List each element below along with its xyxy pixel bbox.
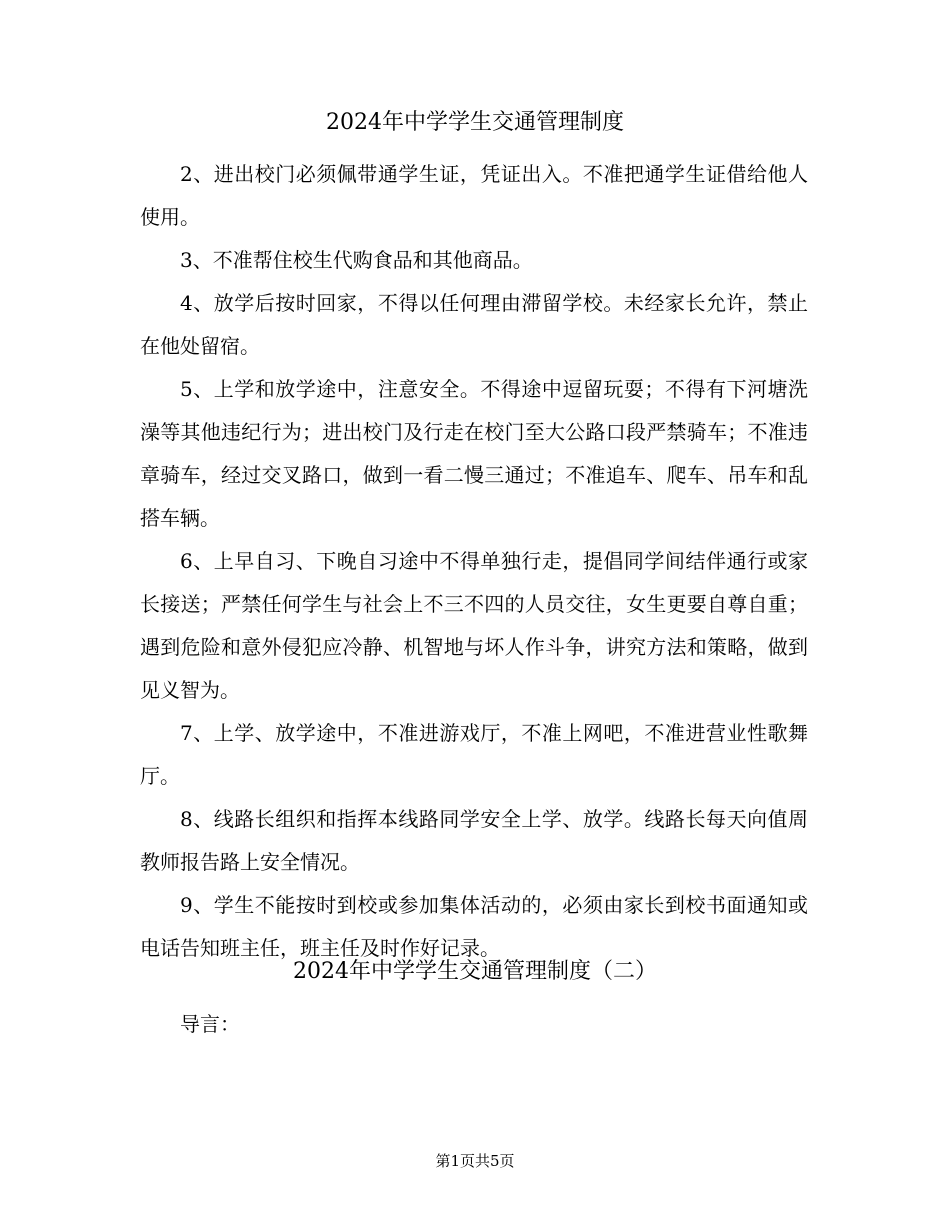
paragraph-item-6: 6、上早自习、下晚自习途中不得单独行走，提倡同学间结伴通行或家长接送；严禁任何学生与社会上不三不四的人员交往，女生更要自尊自重；遇到危险和意外侵犯应冷静、机智地与坏人作斗争，讲究方法和策略，做到见义智为。 [140, 549, 808, 702]
paragraph-item-9: 9、学生不能按时到校或参加集体活动的，必须由家长到校书面通知或电话告知班主任，班主任及时作好记录。 [140, 893, 808, 960]
section-title: 2024年中学学生交通管理制度（二） [293, 959, 657, 984]
page-indicator: 第1页共5页 [435, 1152, 515, 1170]
paragraph-item-7: 7、上学、放学途中，不准进游戏厅，不准上网吧，不准进营业性歌舞厅。 [140, 721, 808, 788]
paragraph-item-3: 3、不准帮住校生代购食品和其他商品。 [180, 248, 533, 272]
page-footer [0, 1150, 950, 1172]
intro-label: 导言： [180, 1012, 240, 1036]
paragraph-item-4: 4、放学后按时回家，不得以任何理由滞留学校。未经家长允许，禁止在他处留宿。 [140, 291, 808, 358]
paragraph-item-8: 8、线路长组织和指挥本线路同学安全上学、放学。线路长每天向值周教师报告路上安全情况。 [140, 807, 808, 874]
paragraph-item-5: 5、上学和放学途中，注意安全。不得途中逗留玩耍；不得有下河塘洗澡等其他违纪行为；进出校门及行走在校门至大公路口段严禁骑车；不准违章骑车，经过交叉路口，做到一看二慢三通过；不准追车、爬车、吊车和乱搭车辆。 [140, 377, 808, 530]
paragraph-item-2: 2、进出校门必须佩带通学生证，凭证出入。不准把通学生证借给他人使用。 [140, 162, 808, 229]
document-body [140, 153, 808, 970]
document-title: 2024年中学学生交通管理制度 [326, 110, 624, 135]
